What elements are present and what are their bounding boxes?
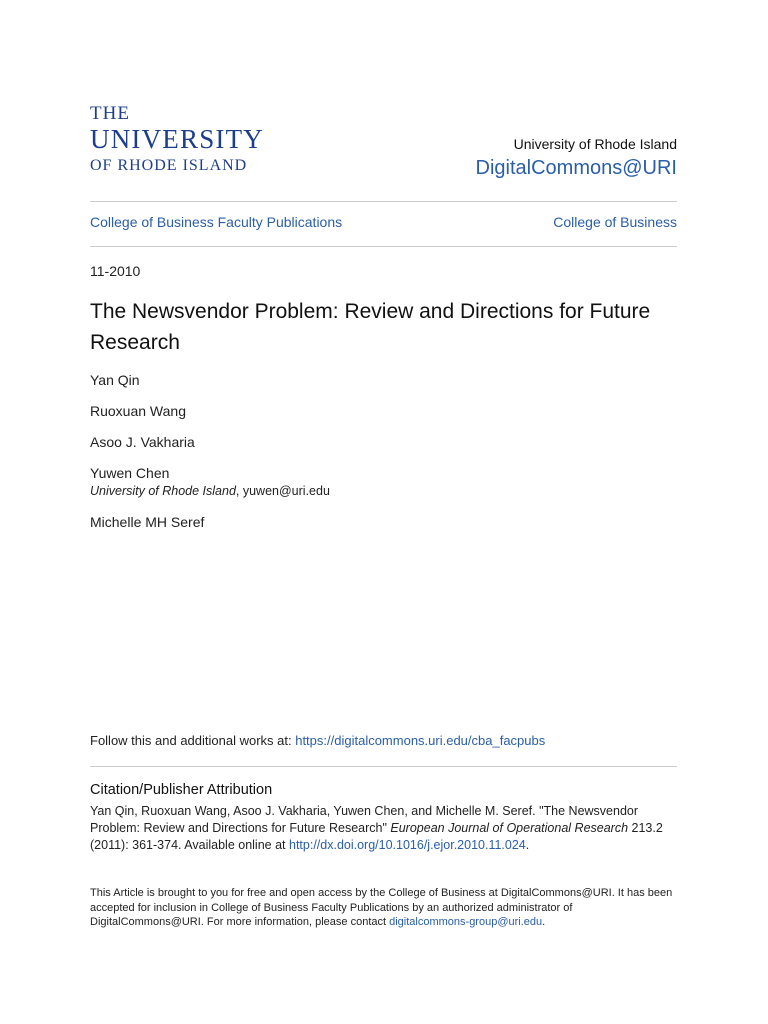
collection-link-faculty-publications[interactable]: College of Business Faculty Publications [90,214,343,230]
logo-line-rhode-island: OF RHODE ISLAND [90,157,248,174]
follow-line [90,733,545,748]
collection-url-link[interactable]: https://digitalcommons.uri.edu/cba_facpubs [295,733,546,748]
doi-link[interactable]: http://dx.doi.org/10.1016/j.ejor.2010.11.024 [289,838,526,852]
affiliation-email: , yuwen@uri.edu [235,484,330,498]
publication-date: 11-2010 [90,263,141,279]
citation-heading: Citation/Publisher Attribution [90,782,273,798]
author-name: Yan Qin [90,372,140,388]
collections-divider [90,246,677,247]
logo-line-the: THE [90,103,130,124]
author-item [90,372,677,389]
author-item [90,403,677,420]
author-item [90,434,677,451]
notice-end: . [542,916,546,928]
author-name: Yuwen Chen [90,465,170,481]
logo-line-university: UNIVERSITY [90,124,264,154]
follow-divider [90,766,677,767]
author-name: Asoo J. Vakharia [90,434,195,450]
university-logo[interactable] [90,104,264,174]
cover-page [90,0,677,1024]
access-notice [90,886,677,930]
author-list [90,372,677,545]
author-item [90,465,677,500]
citation-part-1: Yan Qin, Ruoxuan Wang, Asoo J. Vakharia, Yuwen Chen, and Michelle M. Seref. "The Newsvendor Problem: Review and Directions for Future Research" [90,804,639,835]
author-name: Ruoxuan Wang [90,403,186,419]
citation-text [90,803,677,854]
author-item [90,514,677,531]
header-divider [90,201,677,202]
author-affiliation [90,483,677,500]
author-name: Michelle MH Seref [90,514,205,530]
institution-name: University of Rhode Island [513,136,677,152]
contact-email-link[interactable]: digitalcommons-group@uri.edu [389,916,543,928]
affiliation-institution: University of Rhode Island [90,484,236,498]
citation-end: . [525,838,530,852]
citation-journal: European Journal of Operational Research [390,821,629,835]
collection-link-college-of-business[interactable]: College of Business [553,214,677,230]
citation-part-2: 213.2 (2011): 361-374. Available online at [90,821,663,852]
institution-block [476,136,677,180]
repository-link[interactable]: DigitalCommons@URI [475,157,677,179]
article-title: The Newsvendor Problem: Review and Directions for Future Research [90,300,651,354]
follow-text: Follow this and additional works at: [90,733,296,748]
notice-text: This Article is brought to you for free and open access by the College of Business at DigitalCommons@URI. It has been accepted for inclusion in College of Business Faculty Publications by an authorized administrator of DigitalCommons@URI. For more information, please contact [90,887,673,928]
